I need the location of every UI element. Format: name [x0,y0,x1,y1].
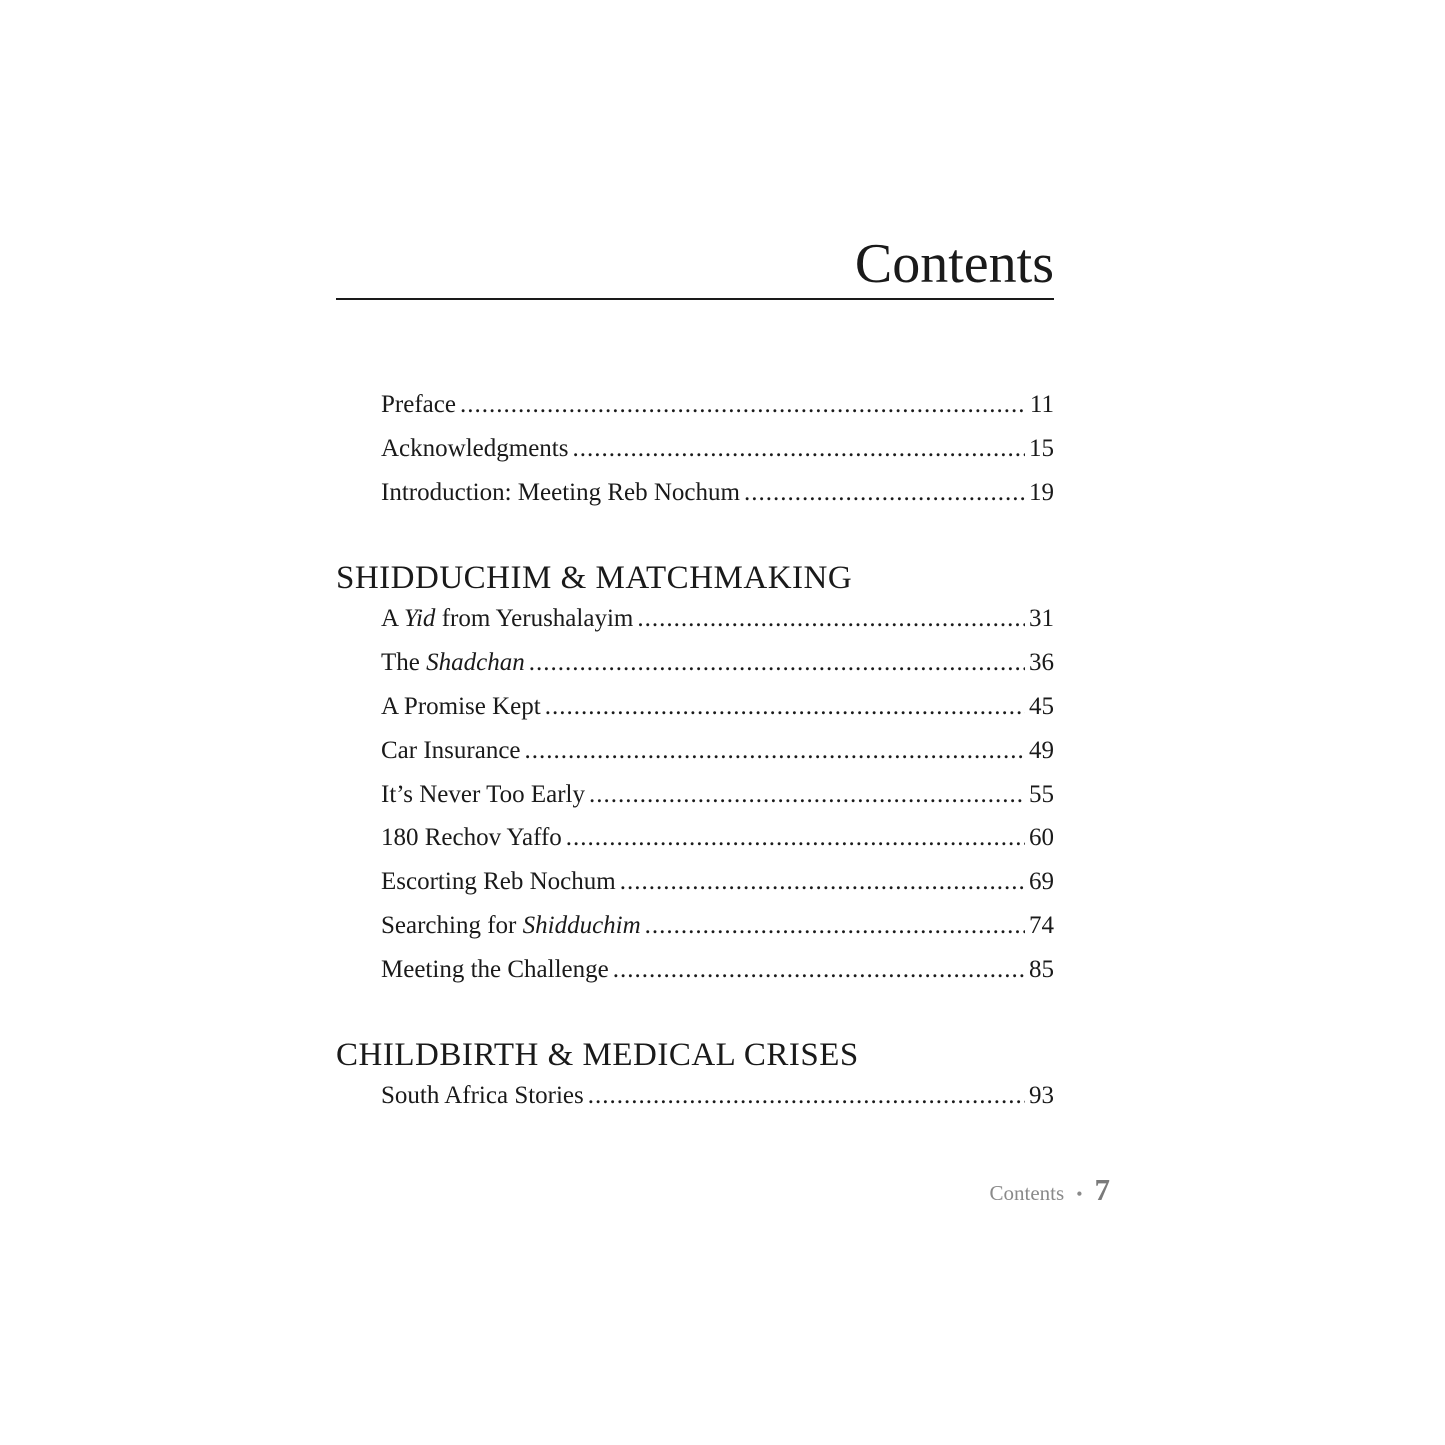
toc-entry-title: Car Insurance [381,737,521,764]
toc-entry-title: Escorting Reb Nochum [381,868,616,895]
section-heading-shidduchim: SHIDDUCHIM & MATCHMAKING [336,560,853,596]
toc-entry-title: Acknowledgments [381,435,569,462]
toc-entry-title: South Africa Stories [381,1082,584,1109]
toc-page-number: 60 [1029,824,1054,851]
title-rule [336,298,1054,300]
page-title: Contents [854,233,1054,295]
toc-entry[interactable] [381,645,1054,681]
toc-entry-acknowledgments[interactable] [381,431,1054,467]
toc-entry[interactable] [381,1078,1054,1114]
dot-leader [572,431,1025,467]
toc-page-number: 74 [1029,912,1054,939]
footer-label: Contents [989,1181,1065,1205]
toc-entry-title: Searching for Shidduchim [381,912,641,939]
toc-entry-title: Meeting the Challenge [381,956,609,983]
dot-leader [620,864,1025,900]
toc-page-number: 11 [1029,391,1054,418]
toc-entry[interactable] [381,864,1054,900]
toc-page-number: 15 [1029,435,1054,462]
running-footer [900,1172,1110,1212]
dot-leader [744,475,1025,511]
toc-entry-title: A Promise Kept [381,693,541,720]
dot-leader [529,645,1025,681]
dot-leader [525,733,1025,769]
toc-entry[interactable] [381,952,1054,988]
dot-leader [645,908,1025,944]
dot-leader [637,601,1025,637]
toc-page-number: 36 [1029,649,1054,676]
toc-entry[interactable] [381,820,1054,856]
toc-entry[interactable] [381,908,1054,944]
toc-entry[interactable] [381,777,1054,813]
toc-page-number: 85 [1029,956,1054,983]
footer-bullet: • [1076,1184,1083,1204]
footer-page-number: 7 [1094,1172,1110,1207]
toc-entry-title: A Yid from Yerushalayim [381,605,634,632]
toc-page-number: 93 [1029,1082,1054,1109]
toc-page-number: 49 [1029,737,1054,764]
toc-entry-title: Introduction: Meeting Reb Nochum [381,479,740,506]
toc-entry-title: 180 Rechov Yaffo [381,824,562,851]
toc-page-number: 69 [1029,868,1054,895]
dot-leader [588,1078,1025,1114]
section-heading-childbirth: CHILDBIRTH & MEDICAL CRISES [336,1037,859,1073]
dot-leader [613,952,1025,988]
toc-entry-title: It’s Never Too Early [381,781,585,808]
dot-leader [566,820,1025,856]
toc-entry-introduction[interactable] [381,475,1054,511]
toc-entry-preface[interactable] [381,387,1054,423]
dot-leader [589,777,1025,813]
toc-page-number: 45 [1029,693,1054,720]
toc-page-number: 31 [1029,605,1054,632]
toc-entry[interactable] [381,601,1054,637]
toc-entry-title: Preface [381,391,456,418]
toc-entry[interactable] [381,733,1054,769]
dot-leader [545,689,1025,725]
toc-entry[interactable] [381,689,1054,725]
dot-leader [460,387,1026,423]
toc-page-number: 55 [1029,781,1054,808]
toc-page-number: 19 [1029,479,1054,506]
toc-entry-title: The Shadchan [381,649,525,676]
